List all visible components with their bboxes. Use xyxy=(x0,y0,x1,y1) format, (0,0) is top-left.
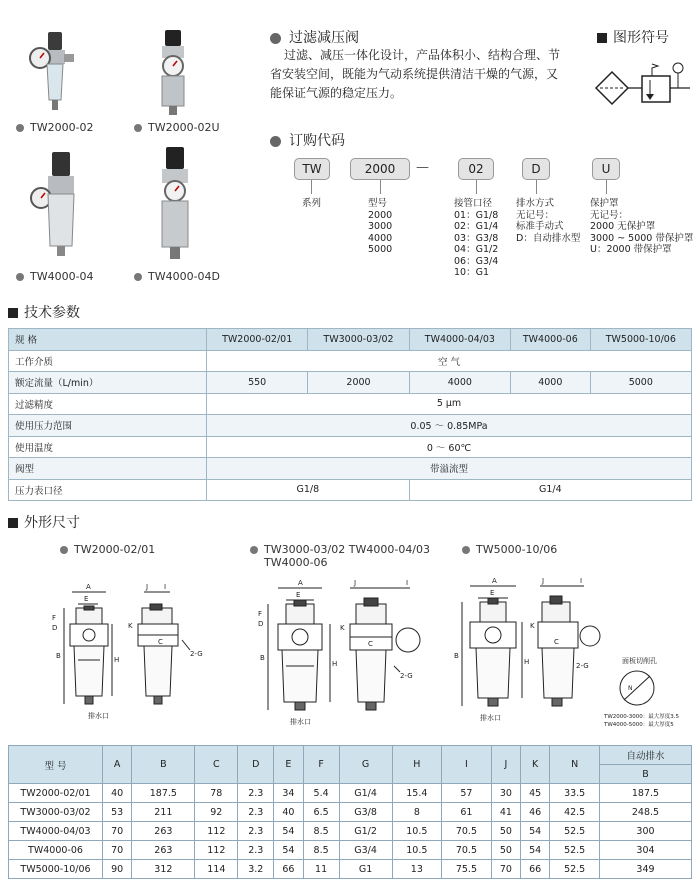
cell: 114 xyxy=(195,860,238,879)
header-cell: TW3000-03/02 xyxy=(308,329,409,351)
dimension-drawing-tw5000 xyxy=(450,572,610,732)
drain-label: 排水口 xyxy=(290,718,311,726)
outline-group-label: TW3000-03/02 TW4000-04/03 xyxy=(250,543,430,556)
header-cell: H xyxy=(392,746,442,784)
drain-item: 标准手动式 xyxy=(516,221,564,232)
bullet-icon xyxy=(134,124,142,132)
svg-text:B: B xyxy=(454,652,459,660)
row-label: 额定流量（L/min） xyxy=(9,372,207,394)
cell: 52.5 xyxy=(550,860,600,879)
product-photo-tw4000-04d xyxy=(150,145,200,263)
cell: 70.5 xyxy=(442,841,492,860)
svg-text:K: K xyxy=(340,624,345,632)
intro-title: 过滤减压阀 xyxy=(270,27,359,47)
bullet-icon xyxy=(16,273,24,281)
drain-item: D：自动排水型 xyxy=(516,232,581,244)
cell: 34 xyxy=(274,784,303,803)
product-caption: TW4000-04D xyxy=(134,270,220,283)
cell: 52.5 xyxy=(550,841,600,860)
header-cell: K xyxy=(521,746,550,784)
svg-text:J: J xyxy=(542,577,545,585)
cell-value: 0 ～ 60℃ xyxy=(207,436,692,458)
cell: 248.5 xyxy=(600,803,692,822)
bullet-icon xyxy=(270,136,281,147)
cell: 2.3 xyxy=(238,784,274,803)
outline-group-label: TW4000-06 xyxy=(264,556,328,569)
header-cell: A xyxy=(103,746,132,784)
cell-value: 5 μm xyxy=(207,393,692,415)
svg-text:N: N xyxy=(628,685,633,692)
product-photo-tw2000-02 xyxy=(28,30,88,118)
cell: G1 xyxy=(339,860,392,879)
cell: 263 xyxy=(132,841,195,860)
header-cell: E xyxy=(274,746,303,784)
header-cell: C xyxy=(195,746,238,784)
panel-title: 面板切削孔 xyxy=(622,657,657,665)
cell: 187.5 xyxy=(600,784,692,803)
cell-value: 550 xyxy=(207,372,308,394)
svg-text:H: H xyxy=(114,656,120,664)
code-box-cover: U xyxy=(592,158,620,180)
cell-value: 0.05 ～ 0.85MPa xyxy=(207,415,692,437)
table-row xyxy=(9,784,692,803)
connector-line xyxy=(476,180,477,194)
cell: 312 xyxy=(132,860,195,879)
cell: 75.5 xyxy=(442,860,492,879)
cell: 54 xyxy=(274,822,303,841)
port-label: 2-G xyxy=(576,662,589,670)
table-row xyxy=(9,860,692,879)
cell-value: 4000 xyxy=(409,372,510,394)
cell: 187.5 xyxy=(132,784,195,803)
table-row xyxy=(9,393,692,415)
table-header-row xyxy=(9,746,692,765)
table-row xyxy=(9,436,692,458)
svg-text:I: I xyxy=(406,579,409,587)
header-cell: I xyxy=(442,746,492,784)
svg-text:H: H xyxy=(332,660,338,668)
header-cell: 自动排水 xyxy=(600,746,692,765)
model-item: 5000 xyxy=(368,244,393,255)
cell: TW4000-06 xyxy=(9,841,103,860)
model-item: 2000 xyxy=(368,209,393,221)
cell: 13 xyxy=(392,860,442,879)
connector-line xyxy=(311,180,312,194)
cell: 11 xyxy=(303,860,339,879)
svg-text:B: B xyxy=(56,652,61,660)
cover-block xyxy=(590,198,693,256)
dimension-drawing-tw2000 xyxy=(40,578,240,728)
pneumatic-symbol-icon xyxy=(594,58,694,118)
header-cell: B xyxy=(132,746,195,784)
cell: 45 xyxy=(521,784,550,803)
drain-block xyxy=(516,198,580,244)
bullet-icon xyxy=(270,33,281,44)
cell: 54 xyxy=(521,822,550,841)
row-label: 工作介质 xyxy=(9,350,207,372)
cover-item: U：2000 带保护罩 xyxy=(590,244,672,255)
cell-value: G1/8 xyxy=(207,479,410,501)
row-label: 使用压力范围 xyxy=(9,415,207,437)
cell: G1/4 xyxy=(339,784,392,803)
panel-note: TW2000-3000：最大厚度3.5 xyxy=(604,714,680,720)
drain-title: 排水方式 xyxy=(516,198,555,209)
port-item: 04：G1/2 xyxy=(454,244,499,255)
row-label: 压力表口径 xyxy=(9,479,207,501)
svg-text:F: F xyxy=(52,614,57,622)
svg-text:K: K xyxy=(128,622,133,630)
svg-text:J: J xyxy=(354,579,357,587)
header-cell: N xyxy=(550,746,600,784)
drain-label: 排水口 xyxy=(480,714,501,722)
svg-text:C: C xyxy=(554,638,559,646)
product-caption: TW4000-04 xyxy=(16,270,94,283)
dimension-drawing-tw3000-4000 xyxy=(250,574,470,734)
cell: 92 xyxy=(195,803,238,822)
bullet-icon xyxy=(250,546,258,554)
cell: 349 xyxy=(600,860,692,879)
cell: 41 xyxy=(491,803,520,822)
table-row xyxy=(9,822,692,841)
svg-text:B: B xyxy=(260,654,265,662)
cell: 70 xyxy=(103,841,132,860)
connector-line xyxy=(536,180,537,194)
cell: 3.2 xyxy=(238,860,274,879)
series-label: 系列 xyxy=(302,198,322,209)
model-title: 型号 xyxy=(368,198,388,209)
code-box-series: TW xyxy=(294,158,330,180)
intro-text: 过滤、减压一体化设计，产品体积小、结构合理、节省安装空间，既能为气动系统提供清洁干燥的气源，又能保证气源的稳定压力。 xyxy=(270,48,561,100)
cell: 53 xyxy=(103,803,132,822)
square-icon xyxy=(8,518,18,528)
svg-text:F: F xyxy=(258,610,263,618)
product-caption: TW2000-02U xyxy=(134,121,220,134)
cell-value: 4000 xyxy=(511,372,591,394)
cover-title: 保护罩 xyxy=(590,198,619,209)
cell: 8.5 xyxy=(303,841,339,860)
drain-item: 无记号： xyxy=(516,209,555,221)
cell: 300 xyxy=(600,822,692,841)
table-row xyxy=(9,415,692,437)
cell: 90 xyxy=(103,860,132,879)
svg-text:C: C xyxy=(158,638,163,646)
header-cell: TW5000-10/06 xyxy=(590,329,691,351)
table-row xyxy=(9,458,692,480)
cell: 304 xyxy=(600,841,692,860)
bullet-icon xyxy=(60,546,68,554)
port-label: 2-G xyxy=(400,672,413,680)
order-heading: 订购代码 xyxy=(270,130,345,150)
cell-value: 空 气 xyxy=(207,350,692,372)
cell-value: 5000 xyxy=(590,372,691,394)
cell: 70.5 xyxy=(442,822,492,841)
product-caption: TW2000-02 xyxy=(16,121,94,134)
dimension-table xyxy=(8,745,692,879)
cell-value: G1/4 xyxy=(409,479,691,501)
svg-text:E: E xyxy=(490,589,495,597)
cell: 46 xyxy=(521,803,550,822)
cell: 70 xyxy=(491,860,520,879)
header-cell: TW4000-04/03 xyxy=(409,329,510,351)
cell: 5.4 xyxy=(303,784,339,803)
row-label: 阀型 xyxy=(9,458,207,480)
cell: 8.5 xyxy=(303,822,339,841)
cell: 6.5 xyxy=(303,803,339,822)
square-icon xyxy=(597,33,607,43)
header-cell: B xyxy=(600,765,692,784)
cell: TW3000-03/02 xyxy=(9,803,103,822)
code-box-drain: D xyxy=(522,158,550,180)
cell: 211 xyxy=(132,803,195,822)
svg-text:A: A xyxy=(298,579,303,587)
product-photo-tw2000-02u xyxy=(148,28,198,118)
port-label: 2-G xyxy=(190,650,203,658)
cell: 50 xyxy=(491,841,520,860)
cover-item: 无记号： xyxy=(590,209,629,221)
cell: 61 xyxy=(442,803,492,822)
cell: 54 xyxy=(521,841,550,860)
connector-line xyxy=(380,180,381,194)
header-cell: 规 格 xyxy=(9,329,207,351)
table-header-row xyxy=(9,329,692,351)
header-cell: 型 号 xyxy=(9,746,103,784)
table-row xyxy=(9,372,692,394)
cell: 2.3 xyxy=(238,803,274,822)
cell: 66 xyxy=(521,860,550,879)
model-block xyxy=(368,198,392,256)
cell: 33.5 xyxy=(550,784,600,803)
row-label: 使用温度 xyxy=(9,436,207,458)
cell: 78 xyxy=(195,784,238,803)
port-item: 10：G1 xyxy=(454,267,489,278)
svg-text:D: D xyxy=(258,620,264,628)
svg-text:D: D xyxy=(52,624,58,632)
cover-item: 3000 ~ 5000 带保护罩 xyxy=(590,232,694,244)
port-title: 接管口径 xyxy=(454,198,493,209)
model-item: 4000 xyxy=(368,232,393,244)
square-icon xyxy=(8,308,18,318)
code-box-port: 02 xyxy=(458,158,494,180)
cell: 10.5 xyxy=(392,841,442,860)
cell-value: 带溢流型 xyxy=(207,458,692,480)
cell: 50 xyxy=(491,822,520,841)
cell: 30 xyxy=(491,784,520,803)
model-item: 3000 xyxy=(368,221,393,232)
port-item: 03：G3/8 xyxy=(454,232,499,244)
header-cell: TW2000-02/01 xyxy=(207,329,308,351)
port-item: 01：G1/8 xyxy=(454,209,499,221)
svg-text:A: A xyxy=(492,577,497,585)
port-item: 06：G3/4 xyxy=(454,255,499,267)
header-cell: G xyxy=(339,746,392,784)
cell: 10.5 xyxy=(392,822,442,841)
cell: G3/8 xyxy=(339,803,392,822)
code-box-model: 2000 xyxy=(350,158,410,180)
header-cell: TW4000-06 xyxy=(511,329,591,351)
port-block xyxy=(454,198,498,279)
svg-text:E: E xyxy=(296,591,301,599)
table-row xyxy=(9,350,692,372)
svg-text:C: C xyxy=(368,640,373,648)
code-dash: — xyxy=(416,160,429,175)
tech-heading: 技术参数 xyxy=(8,302,80,322)
cell: 70 xyxy=(103,822,132,841)
product-photo-tw4000-04 xyxy=(30,150,92,262)
table-row xyxy=(9,479,692,501)
bullet-icon xyxy=(462,546,470,554)
cell: 42.5 xyxy=(550,803,600,822)
table-row xyxy=(9,803,692,822)
svg-text:A: A xyxy=(86,583,91,591)
cell: 40 xyxy=(103,784,132,803)
svg-text:H: H xyxy=(524,658,530,666)
cell: TW4000-04/03 xyxy=(9,822,103,841)
panel-note: TW4000-5000：最大厚度5 xyxy=(604,722,674,728)
cell: 52.5 xyxy=(550,822,600,841)
svg-text:E: E xyxy=(84,595,89,603)
panel-cutout-icon xyxy=(614,668,660,708)
cell: 57 xyxy=(442,784,492,803)
cell: G1/2 xyxy=(339,822,392,841)
row-label: 过滤精度 xyxy=(9,393,207,415)
header-cell: F xyxy=(303,746,339,784)
outline-heading: 外形尺寸 xyxy=(8,512,80,532)
cell: G3/4 xyxy=(339,841,392,860)
cell: 54 xyxy=(274,841,303,860)
cover-item: 2000 无保护罩 xyxy=(590,221,656,232)
header-cell: D xyxy=(238,746,274,784)
cell: 66 xyxy=(274,860,303,879)
svg-text:K: K xyxy=(530,622,535,630)
drain-label: 排水口 xyxy=(88,712,109,720)
cell: 2.3 xyxy=(238,822,274,841)
svg-text:J: J xyxy=(146,583,149,591)
cell: 15.4 xyxy=(392,784,442,803)
tech-table xyxy=(8,328,692,501)
cell: 2.3 xyxy=(238,841,274,860)
table-row xyxy=(9,841,692,860)
connector-line xyxy=(606,180,607,194)
cell: TW2000-02/01 xyxy=(9,784,103,803)
port-item: 02：G1/4 xyxy=(454,221,499,232)
cell: 8 xyxy=(392,803,442,822)
cell: 112 xyxy=(195,822,238,841)
outline-group-label: TW2000-02/01 xyxy=(60,543,155,556)
outline-group-label: TW5000-10/06 xyxy=(462,543,557,556)
cell: 263 xyxy=(132,822,195,841)
cell: 40 xyxy=(274,803,303,822)
cell-value: 2000 xyxy=(308,372,409,394)
svg-text:I: I xyxy=(164,583,167,591)
bullet-icon xyxy=(16,124,24,132)
cell: TW5000-10/06 xyxy=(9,860,103,879)
bullet-icon xyxy=(134,273,142,281)
svg-text:I: I xyxy=(580,577,583,585)
cell: 112 xyxy=(195,841,238,860)
symbol-heading: 图形符号 xyxy=(597,27,669,47)
header-cell: J xyxy=(491,746,520,784)
